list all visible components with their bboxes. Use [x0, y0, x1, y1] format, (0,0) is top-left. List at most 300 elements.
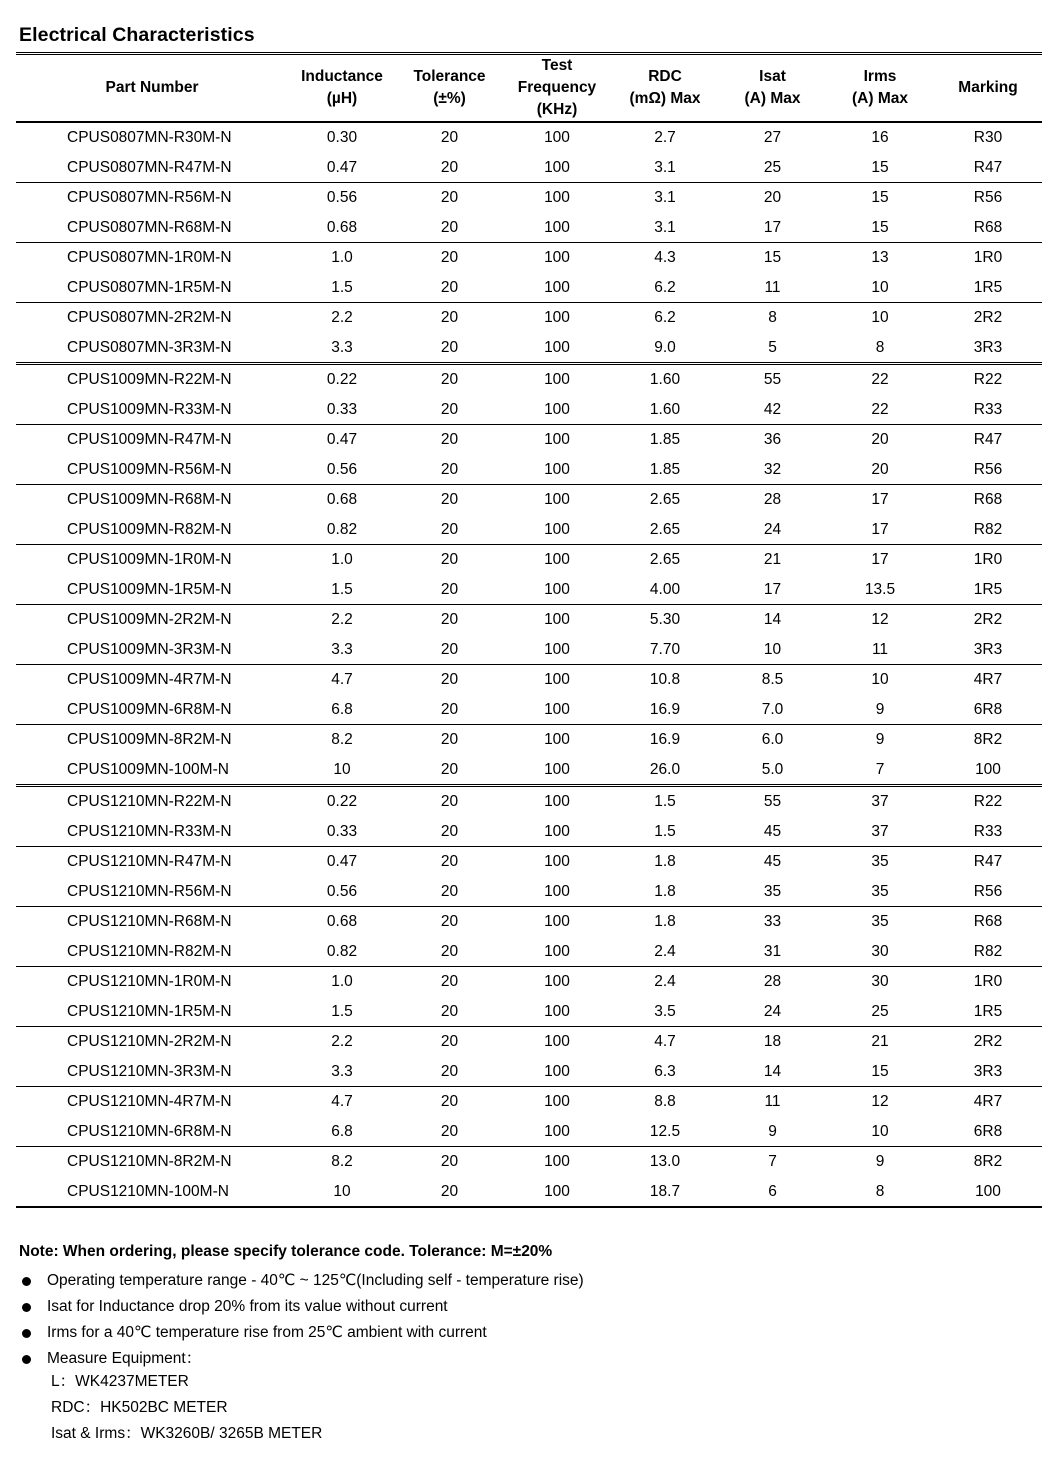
- column-header-irms: [826, 54, 934, 123]
- cell-isat: 36: [763, 431, 782, 448]
- table-row: [16, 425, 1042, 456]
- cell-tolerance: 20: [396, 273, 503, 303]
- column-header-tolerance: [396, 54, 503, 123]
- table-row: [16, 1057, 1042, 1087]
- cell-isat: 5.0: [719, 755, 826, 786]
- cell-marking: R82: [934, 937, 1042, 967]
- cell-tolerance: 20: [440, 1033, 459, 1050]
- cell-tolerance: 20: [440, 189, 459, 206]
- cell-marking: R68: [973, 913, 1003, 930]
- cell-part-number: CPUS0807MN-R30M-N: [67, 129, 232, 146]
- cell-test-frequency: 100: [544, 973, 570, 990]
- cell-rdc: 3.1: [611, 153, 719, 183]
- cell-part-number: CPUS1009MN-R82M-N: [16, 515, 288, 545]
- cell-test-frequency: 100: [503, 455, 611, 485]
- cell-part-number: CPUS0807MN-R56M-N: [67, 189, 232, 206]
- table-row: [16, 395, 1042, 425]
- cell-rdc: 9.0: [611, 333, 719, 364]
- cell-test-frequency: 100: [503, 515, 611, 545]
- cell-part-number: CPUS0807MN-1R5M-N: [16, 273, 288, 303]
- cell-part-number: CPUS1210MN-R33M-N: [16, 817, 288, 847]
- cell-rdc: 1.8: [611, 877, 719, 907]
- cell-test-frequency: 100: [544, 913, 570, 930]
- cell-marking: 6R8: [934, 695, 1042, 725]
- cell-rdc: 6.2: [654, 309, 676, 326]
- cell-test-frequency: 100: [503, 1117, 611, 1147]
- cell-isat: 18: [763, 1033, 782, 1050]
- cell-test-frequency: 100: [503, 695, 611, 725]
- note-text: Isat for Inductance drop 20% from its value without current: [47, 1298, 448, 1315]
- cell-tolerance: 20: [440, 1093, 459, 1110]
- cell-irms: 17: [826, 515, 934, 545]
- cell-rdc: 1.85: [649, 431, 681, 448]
- cell-marking: R22: [973, 371, 1003, 388]
- cell-rdc: 1.60: [649, 371, 681, 388]
- cell-part-number: CPUS0807MN-3R3M-N: [16, 333, 288, 364]
- table-row: [16, 303, 1042, 334]
- cell-test-frequency: 100: [544, 249, 570, 266]
- table-row: [16, 937, 1042, 967]
- cell-part-number: CPUS1009MN-1R0M-N: [67, 551, 232, 568]
- cell-irms: 13: [871, 249, 889, 266]
- cell-rdc: 4.00: [611, 575, 719, 605]
- cell-isat: 45: [719, 817, 826, 847]
- cell-part-number: CPUS0807MN-2R2M-N: [67, 309, 232, 326]
- cell-test-frequency: 100: [503, 153, 611, 183]
- cell-inductance: 1.5: [288, 575, 396, 605]
- cell-rdc: 7.70: [611, 635, 719, 665]
- cell-isat: 11: [764, 1093, 781, 1110]
- cell-rdc: 1.8: [654, 853, 676, 870]
- cell-rdc: 3.1: [654, 189, 676, 206]
- cell-irms: 13.5: [826, 575, 934, 605]
- cell-rdc: 1.85: [611, 455, 719, 485]
- note-bullet: [19, 1268, 584, 1294]
- column-header-rdc: [611, 54, 719, 123]
- cell-tolerance: 20: [396, 153, 503, 183]
- cell-rdc: 4.7: [654, 1033, 676, 1050]
- cell-isat: 28: [763, 973, 782, 990]
- cell-irms: 15: [871, 189, 889, 206]
- ordering-note: Note: When ordering, please specify tolerance code. Tolerance: M=±20%: [19, 1243, 553, 1260]
- cell-inductance: 0.68: [326, 491, 358, 508]
- cell-part-number: CPUS1009MN-2R2M-N: [67, 611, 232, 628]
- cell-rdc: 2.65: [649, 551, 681, 568]
- cell-marking: 1R0: [973, 551, 1003, 568]
- cell-inductance: 0.47: [326, 853, 358, 870]
- table-row: [16, 153, 1042, 183]
- cell-tolerance: 20: [396, 395, 503, 425]
- cell-rdc: 6.3: [611, 1057, 719, 1087]
- cell-test-frequency: 100: [503, 755, 611, 786]
- cell-isat: 6: [719, 1177, 826, 1207]
- cell-inductance: 6.8: [288, 695, 396, 725]
- cell-inductance: 10: [288, 755, 396, 786]
- table-row: [16, 273, 1042, 303]
- table-row: [16, 1117, 1042, 1147]
- cell-isat: 6.0: [761, 731, 784, 748]
- cell-irms: 15: [826, 213, 934, 243]
- cell-rdc: 10.8: [649, 671, 681, 688]
- cell-test-frequency: 100: [544, 853, 570, 870]
- cell-isat: 21: [763, 551, 782, 568]
- cell-test-frequency: 100: [544, 1033, 570, 1050]
- cell-tolerance: 20: [440, 793, 459, 810]
- table-row: [16, 847, 1042, 878]
- cell-inductance: 2.2: [331, 611, 353, 628]
- table-row: [16, 635, 1042, 665]
- cell-isat: 14: [719, 1057, 826, 1087]
- cell-irms: 25: [826, 997, 934, 1027]
- cell-inductance: 1.0: [331, 973, 353, 990]
- cell-marking: R47: [934, 153, 1042, 183]
- cell-isat: 27: [763, 129, 782, 146]
- cell-inductance: 1.5: [288, 273, 396, 303]
- column-header-test-frequency: [503, 54, 611, 123]
- column-header-line: Tolerance: [413, 68, 486, 85]
- cell-isat: 24: [719, 997, 826, 1027]
- note-bullet: [19, 1294, 584, 1320]
- cell-marking: R56: [934, 877, 1042, 907]
- cell-inductance: 3.3: [288, 635, 396, 665]
- cell-irms: 10: [826, 1117, 934, 1147]
- cell-part-number: CPUS1210MN-R22M-N: [67, 793, 232, 810]
- cell-isat: 55: [763, 371, 782, 388]
- cell-inductance: 1.5: [288, 997, 396, 1027]
- cell-part-number: CPUS0807MN-1R0M-N: [67, 249, 232, 266]
- cell-test-frequency: 100: [544, 1153, 570, 1170]
- cell-test-frequency: 100: [503, 817, 611, 847]
- cell-inductance: 0.68: [288, 213, 396, 243]
- cell-rdc: 5.30: [649, 611, 681, 628]
- cell-isat: 9: [719, 1117, 826, 1147]
- cell-isat: 35: [719, 877, 826, 907]
- cell-part-number: CPUS1009MN-3R3M-N: [16, 635, 288, 665]
- column-header-line: Marking: [958, 79, 1018, 96]
- cell-test-frequency: 100: [544, 793, 570, 810]
- cell-part-number: CPUS1210MN-8R2M-N: [67, 1153, 232, 1170]
- table-header-row: [16, 54, 1042, 123]
- cell-test-frequency: 100: [503, 1177, 611, 1207]
- equipment-item: RDC：HK502BC METER: [51, 1399, 228, 1416]
- cell-inductance: 0.56: [326, 189, 358, 206]
- cell-isat: 31: [719, 937, 826, 967]
- cell-tolerance: 20: [440, 431, 459, 448]
- cell-inductance: 0.56: [288, 455, 396, 485]
- column-header-line: (µH): [326, 90, 358, 107]
- cell-part-number: CPUS0807MN-R68M-N: [16, 213, 288, 243]
- cell-rdc: 16.9: [649, 731, 681, 748]
- cell-irms: 9: [875, 1153, 885, 1170]
- column-header-line: (mΩ) Max: [629, 90, 701, 107]
- table-row: [16, 1147, 1042, 1178]
- cell-part-number: CPUS1009MN-R56M-N: [16, 455, 288, 485]
- cell-irms: 17: [871, 491, 889, 508]
- cell-part-number: CPUS1210MN-R47M-N: [67, 853, 232, 870]
- cell-isat: 25: [719, 153, 826, 183]
- cell-marking: 1R5: [934, 997, 1042, 1027]
- cell-tolerance: 20: [396, 575, 503, 605]
- cell-inductance: 10: [288, 1177, 396, 1207]
- cell-part-number: CPUS1009MN-R22M-N: [67, 371, 232, 388]
- bullet-icon: [22, 1355, 31, 1364]
- cell-part-number: CPUS1009MN-4R7M-N: [67, 671, 232, 688]
- cell-isat: 17: [719, 213, 826, 243]
- cell-tolerance: 20: [396, 997, 503, 1027]
- cell-marking: 3R3: [934, 635, 1042, 665]
- table-row: [16, 455, 1042, 485]
- column-header-marking: [934, 54, 1042, 123]
- cell-rdc: 2.65: [611, 515, 719, 545]
- cell-tolerance: 20: [440, 731, 459, 748]
- cell-irms: 21: [871, 1033, 889, 1050]
- cell-irms: 10: [871, 671, 889, 688]
- cell-irms: 8: [826, 1177, 934, 1207]
- cell-inductance: 6.8: [288, 1117, 396, 1147]
- cell-tolerance: 20: [396, 333, 503, 364]
- cell-inductance: 0.30: [326, 129, 358, 146]
- table-row: [16, 786, 1042, 818]
- table-row: [16, 605, 1042, 636]
- cell-inductance: 0.82: [288, 515, 396, 545]
- cell-tolerance: 20: [440, 371, 459, 388]
- table-row: [16, 1177, 1042, 1207]
- column-header-line: Part Number: [105, 79, 199, 96]
- cell-tolerance: 20: [440, 551, 459, 568]
- cell-tolerance: 20: [396, 877, 503, 907]
- cell-marking: 2R2: [973, 1033, 1003, 1050]
- column-header-part-number: [16, 54, 288, 123]
- table-row: [16, 755, 1042, 786]
- cell-marking: 6R8: [934, 1117, 1042, 1147]
- cell-irms: 9: [826, 695, 934, 725]
- cell-test-frequency: 100: [503, 997, 611, 1027]
- cell-inductance: 0.33: [288, 817, 396, 847]
- cell-irms: 22: [871, 371, 889, 388]
- cell-marking: R68: [973, 491, 1003, 508]
- cell-tolerance: 20: [396, 817, 503, 847]
- cell-rdc: 4.3: [654, 249, 676, 266]
- cell-rdc: 2.65: [649, 491, 681, 508]
- cell-marking: 8R2: [973, 1153, 1003, 1170]
- cell-isat: 5: [719, 333, 826, 364]
- column-header-isat: [719, 54, 826, 123]
- cell-inductance: 1.0: [331, 551, 353, 568]
- cell-inductance: 0.82: [288, 937, 396, 967]
- cell-test-frequency: 100: [503, 877, 611, 907]
- cell-part-number: CPUS1009MN-R68M-N: [67, 491, 232, 508]
- cell-tolerance: 20: [440, 491, 459, 508]
- table-row: [16, 243, 1042, 274]
- cell-inductance: 0.47: [326, 431, 358, 448]
- cell-tolerance: 20: [396, 515, 503, 545]
- cell-tolerance: 20: [440, 249, 459, 266]
- cell-irms: 37: [871, 793, 889, 810]
- cell-marking: 3R3: [934, 333, 1042, 364]
- cell-part-number: CPUS1210MN-1R5M-N: [16, 997, 288, 1027]
- table-row: [16, 967, 1042, 998]
- cell-inductance: 4.7: [331, 1093, 353, 1110]
- cell-isat: 7: [768, 1153, 777, 1170]
- cell-irms: 9: [875, 731, 885, 748]
- cell-marking: 4R7: [973, 1093, 1003, 1110]
- cell-marking: R22: [973, 793, 1003, 810]
- cell-test-frequency: 100: [544, 731, 570, 748]
- cell-tolerance: 20: [440, 913, 459, 930]
- column-header-inductance: [288, 54, 396, 123]
- cell-tolerance: 20: [396, 1177, 503, 1207]
- cell-isat: 8: [768, 309, 777, 326]
- table-row: [16, 907, 1042, 938]
- cell-test-frequency: 100: [544, 491, 570, 508]
- table-row: [16, 364, 1042, 396]
- cell-isat: 10: [719, 635, 826, 665]
- cell-marking: 1R5: [934, 273, 1042, 303]
- equipment-item: L：WK4237METER: [51, 1373, 189, 1390]
- cell-test-frequency: 100: [544, 1093, 570, 1110]
- table-row: [16, 333, 1042, 364]
- cell-rdc: 8.8: [654, 1093, 676, 1110]
- cell-marking: R56: [934, 455, 1042, 485]
- cell-rdc: 2.4: [611, 937, 719, 967]
- cell-part-number: CPUS1009MN-1R5M-N: [16, 575, 288, 605]
- cell-rdc: 1.8: [654, 913, 676, 930]
- cell-rdc: 1.5: [654, 793, 676, 810]
- cell-isat: 28: [763, 491, 782, 508]
- cell-inductance: 1.0: [331, 249, 353, 266]
- column-header-line: Inductance: [301, 68, 383, 85]
- cell-irms: 8: [826, 333, 934, 364]
- cell-part-number: CPUS1210MN-2R2M-N: [67, 1033, 232, 1050]
- cell-irms: 10: [871, 309, 889, 326]
- cell-test-frequency: 100: [503, 937, 611, 967]
- cell-irms: 10: [826, 273, 934, 303]
- column-header-line: (KHz): [536, 101, 578, 118]
- cell-isat: 15: [763, 249, 782, 266]
- cell-test-frequency: 100: [544, 551, 570, 568]
- column-header-line: (±%): [433, 90, 466, 107]
- electrical-characteristics-table: [16, 52, 1042, 1208]
- table-row: [16, 997, 1042, 1027]
- cell-marking: 4R7: [973, 671, 1003, 688]
- table-row: [16, 1027, 1042, 1058]
- cell-tolerance: 20: [396, 695, 503, 725]
- cell-inductance: 0.56: [288, 877, 396, 907]
- cell-inductance: 3.3: [288, 333, 396, 364]
- cell-test-frequency: 100: [503, 333, 611, 364]
- cell-tolerance: 20: [440, 853, 459, 870]
- notes-section: [19, 1242, 584, 1450]
- cell-part-number: CPUS1210MN-R68M-N: [67, 913, 232, 930]
- cell-tolerance: 20: [440, 973, 459, 990]
- cell-marking: 8R2: [973, 731, 1003, 748]
- cell-inductance: 0.47: [288, 153, 396, 183]
- table-row: [16, 485, 1042, 516]
- cell-rdc: 18.7: [611, 1177, 719, 1207]
- bullet-icon: [22, 1277, 31, 1286]
- cell-rdc: 26.0: [611, 755, 719, 786]
- cell-tolerance: 20: [440, 671, 459, 688]
- cell-rdc: 16.9: [611, 695, 719, 725]
- cell-part-number: CPUS1210MN-R82M-N: [16, 937, 288, 967]
- column-header-line: Frequency: [517, 79, 597, 96]
- cell-tolerance: 20: [396, 1057, 503, 1087]
- cell-test-frequency: 100: [544, 611, 570, 628]
- table-row: [16, 725, 1042, 756]
- cell-irms: 35: [871, 913, 889, 930]
- cell-part-number: CPUS1009MN-6R8M-N: [16, 695, 288, 725]
- cell-part-number: CPUS1210MN-R56M-N: [16, 877, 288, 907]
- cell-test-frequency: 100: [544, 189, 570, 206]
- cell-test-frequency: 100: [544, 671, 570, 688]
- cell-part-number: CPUS0807MN-R47M-N: [16, 153, 288, 183]
- cell-tolerance: 20: [396, 755, 503, 786]
- cell-test-frequency: 100: [503, 213, 611, 243]
- cell-isat: 14: [763, 611, 782, 628]
- cell-test-frequency: 100: [503, 395, 611, 425]
- cell-inductance: 0.68: [326, 913, 358, 930]
- table-row: [16, 1087, 1042, 1118]
- note-text: Operating temperature range - 40℃ ~ 125℃(Including self - temperature rise): [47, 1272, 584, 1289]
- cell-tolerance: 20: [396, 635, 503, 665]
- cell-inductance: 2.2: [331, 1033, 353, 1050]
- cell-part-number: CPUS1009MN-8R2M-N: [67, 731, 232, 748]
- cell-marking: 1R0: [973, 973, 1003, 990]
- cell-marking: 1R5: [934, 575, 1042, 605]
- cell-irms: 22: [826, 395, 934, 425]
- cell-isat: 32: [719, 455, 826, 485]
- cell-tolerance: 20: [440, 129, 459, 146]
- cell-irms: 11: [826, 635, 934, 665]
- table-row: [16, 545, 1042, 576]
- cell-rdc: 3.5: [611, 997, 719, 1027]
- bullet-icon: [22, 1303, 31, 1312]
- cell-irms: 15: [826, 1057, 934, 1087]
- cell-irms: 12: [871, 611, 889, 628]
- cell-rdc: 1.60: [611, 395, 719, 425]
- cell-part-number: CPUS1009MN-R47M-N: [67, 431, 232, 448]
- cell-isat: 17: [719, 575, 826, 605]
- cell-test-frequency: 100: [544, 129, 570, 146]
- cell-marking: 1R0: [973, 249, 1003, 266]
- cell-inductance: 8.2: [331, 731, 353, 748]
- cell-test-frequency: 100: [544, 309, 570, 326]
- cell-isat: 55: [763, 793, 782, 810]
- cell-inductance: 0.33: [288, 395, 396, 425]
- cell-tolerance: 20: [440, 1153, 459, 1170]
- table-row: [16, 877, 1042, 907]
- cell-part-number: CPUS1210MN-6R8M-N: [16, 1117, 288, 1147]
- cell-part-number: CPUS1210MN-100M-N: [16, 1177, 288, 1207]
- cell-irms: 37: [826, 817, 934, 847]
- cell-irms: 7: [826, 755, 934, 786]
- cell-irms: 35: [871, 853, 889, 870]
- cell-irms: 20: [871, 431, 889, 448]
- cell-irms: 16: [871, 129, 889, 146]
- cell-marking: R30: [973, 129, 1003, 146]
- cell-irms: 30: [826, 937, 934, 967]
- column-header-line: Test: [541, 57, 573, 74]
- cell-marking: R47: [973, 853, 1003, 870]
- cell-irms: 20: [826, 455, 934, 485]
- equipment-item: Isat & Irms：WK3260B/ 3265B METER: [51, 1425, 323, 1442]
- table-body: [16, 122, 1042, 1207]
- cell-test-frequency: 100: [503, 1057, 611, 1087]
- cell-irms: 12: [871, 1093, 889, 1110]
- cell-test-frequency: 100: [503, 575, 611, 605]
- bullet-icon: [22, 1329, 31, 1338]
- column-header-line: (A) Max: [852, 90, 908, 107]
